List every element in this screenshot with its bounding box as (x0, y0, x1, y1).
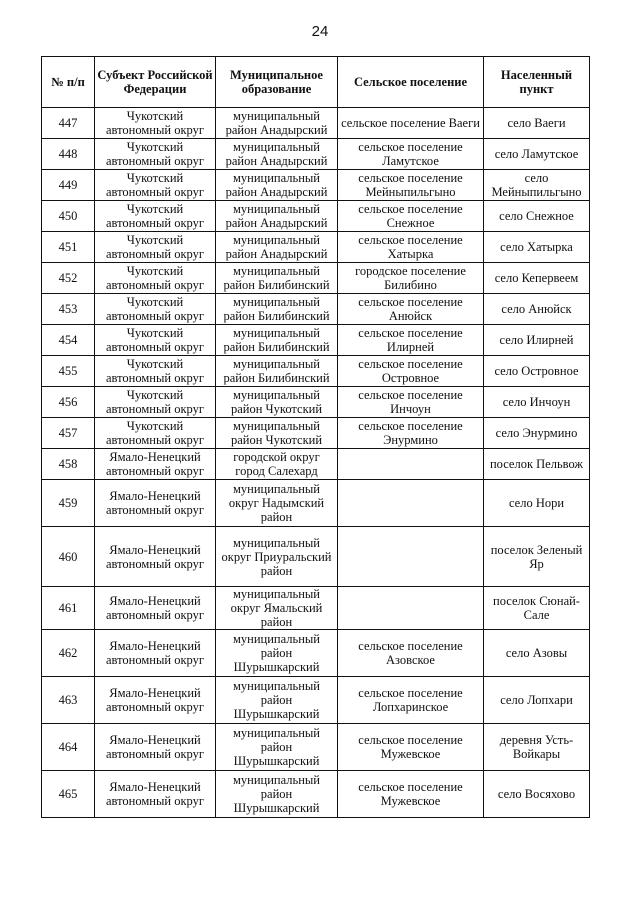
locality-cell: село Восяхово (484, 771, 590, 818)
table-row (42, 387, 590, 418)
settlement-cell: сельское поселение Азовское (338, 630, 484, 677)
row-number: 457 (42, 418, 95, 449)
table-header-row (42, 57, 590, 108)
municipality-cell: муниципальный район Анадырский (216, 170, 338, 201)
subject-cell: Чукотский автономный округ (95, 139, 216, 170)
table-row (42, 170, 590, 201)
table-row (42, 139, 590, 170)
municipality-cell: муниципальный район Билибинский (216, 263, 338, 294)
header-settlement: Сельское поселение (338, 57, 484, 108)
subject-cell: Чукотский автономный округ (95, 356, 216, 387)
localities-table (41, 56, 590, 818)
municipality-cell: муниципальный район Билибинский (216, 294, 338, 325)
subject-cell: Ямало-Ненецкий автономный округ (95, 630, 216, 677)
settlement-cell: сельское поселение Снежное (338, 201, 484, 232)
municipality-cell: городской округ город Салехард (216, 449, 338, 480)
subject-cell: Ямало-Ненецкий автономный округ (95, 724, 216, 771)
locality-cell: село Илирней (484, 325, 590, 356)
municipality-cell: муниципальный район Шурышкарский (216, 724, 338, 771)
settlement-cell: сельское поселение Мужевское (338, 771, 484, 818)
locality-cell: поселок Сюнай-Сале (484, 587, 590, 630)
subject-cell: Чукотский автономный округ (95, 232, 216, 263)
locality-cell: поселок Зеленый Яр (484, 527, 590, 587)
row-number: 459 (42, 480, 95, 527)
locality-cell: село Ваеги (484, 108, 590, 139)
settlement-cell (338, 587, 484, 630)
subject-cell: Ямало-Ненецкий автономный округ (95, 480, 216, 527)
table-row (42, 356, 590, 387)
municipality-cell: муниципальный район Шурышкарский (216, 677, 338, 724)
table-row (42, 294, 590, 325)
municipality-cell: муниципальный район Анадырский (216, 232, 338, 263)
subject-cell: Ямало-Ненецкий автономный округ (95, 771, 216, 818)
settlement-cell: сельское поселение Мужевское (338, 724, 484, 771)
row-number: 458 (42, 449, 95, 480)
locality-cell: село Инчоун (484, 387, 590, 418)
locality-cell: село Островное (484, 356, 590, 387)
municipality-cell: муниципальный район Билибинский (216, 356, 338, 387)
subject-cell: Ямало-Ненецкий автономный округ (95, 677, 216, 724)
locality-cell: село Азовы (484, 630, 590, 677)
municipality-cell: муниципальный район Чукотский (216, 387, 338, 418)
locality-cell: село Снежное (484, 201, 590, 232)
row-number: 449 (42, 170, 95, 201)
settlement-cell: городское поселение Билибино (338, 263, 484, 294)
row-number: 460 (42, 527, 95, 587)
table-row (42, 325, 590, 356)
table-row (42, 108, 590, 139)
municipality-cell: муниципальный район Анадырский (216, 108, 338, 139)
settlement-cell: сельское поселение Энурмино (338, 418, 484, 449)
subject-cell: Чукотский автономный округ (95, 170, 216, 201)
municipality-cell: муниципальный район Анадырский (216, 201, 338, 232)
locality-cell: поселок Пельвож (484, 449, 590, 480)
subject-cell: Ямало-Ненецкий автономный округ (95, 587, 216, 630)
locality-cell: село Нори (484, 480, 590, 527)
subject-cell: Чукотский автономный округ (95, 108, 216, 139)
row-number: 463 (42, 677, 95, 724)
subject-cell: Чукотский автономный округ (95, 263, 216, 294)
municipality-cell: муниципальный район Билибинский (216, 325, 338, 356)
page-number: 24 (311, 23, 329, 40)
settlement-cell: сельское поселение Ваеги (338, 108, 484, 139)
row-number: 456 (42, 387, 95, 418)
row-number: 465 (42, 771, 95, 818)
row-number: 452 (42, 263, 95, 294)
locality-cell: деревня Усть-Войкары (484, 724, 590, 771)
row-number: 461 (42, 587, 95, 630)
settlement-cell (338, 449, 484, 480)
table-row (42, 630, 590, 677)
table-row (42, 418, 590, 449)
row-number: 453 (42, 294, 95, 325)
row-number: 448 (42, 139, 95, 170)
header-number: № п/п (42, 57, 95, 108)
row-number: 464 (42, 724, 95, 771)
header-subject: Субъект Российской Федерации (95, 57, 216, 108)
settlement-cell: сельское поселение Анюйск (338, 294, 484, 325)
table-row (42, 527, 590, 587)
row-number: 455 (42, 356, 95, 387)
settlement-cell: сельское поселение Инчоун (338, 387, 484, 418)
subject-cell: Чукотский автономный округ (95, 418, 216, 449)
settlement-cell: сельское поселение Хатырка (338, 232, 484, 263)
settlement-cell: сельское поселение Лопхаринское (338, 677, 484, 724)
row-number: 451 (42, 232, 95, 263)
subject-cell: Ямало-Ненецкий автономный округ (95, 449, 216, 480)
table-row (42, 263, 590, 294)
table-row (42, 771, 590, 818)
locality-cell: село Кепервеем (484, 263, 590, 294)
locality-cell: село Хатырка (484, 232, 590, 263)
row-number: 462 (42, 630, 95, 677)
settlement-cell (338, 480, 484, 527)
locality-cell: село Энурмино (484, 418, 590, 449)
settlement-cell: сельское поселение Мейныпильгыно (338, 170, 484, 201)
row-number: 447 (42, 108, 95, 139)
subject-cell: Чукотский автономный округ (95, 294, 216, 325)
municipality-cell: муниципальный округ Надымский район (216, 480, 338, 527)
locality-cell: село Ламутское (484, 139, 590, 170)
settlement-cell: сельское поселение Илирней (338, 325, 484, 356)
municipality-cell: муниципальный район Анадырский (216, 139, 338, 170)
municipality-cell: муниципальный округ Ямальский район (216, 587, 338, 630)
table-row (42, 724, 590, 771)
row-number: 450 (42, 201, 95, 232)
table-body (42, 108, 590, 818)
table-row (42, 587, 590, 630)
header-locality: Населенный пункт (484, 57, 590, 108)
municipality-cell: муниципальный район Шурышкарский (216, 630, 338, 677)
settlement-cell: сельское поселение Ламутское (338, 139, 484, 170)
subject-cell: Чукотский автономный округ (95, 201, 216, 232)
locality-cell: село Анюйск (484, 294, 590, 325)
locality-cell: село Лопхари (484, 677, 590, 724)
subject-cell: Чукотский автономный округ (95, 387, 216, 418)
municipality-cell: муниципальный округ Приуральский район (216, 527, 338, 587)
table-row (42, 201, 590, 232)
subject-cell: Ямало-Ненецкий автономный округ (95, 527, 216, 587)
table-row (42, 449, 590, 480)
settlement-cell (338, 527, 484, 587)
row-number: 454 (42, 325, 95, 356)
subject-cell: Чукотский автономный округ (95, 325, 216, 356)
locality-cell: село Мейныпильгыно (484, 170, 590, 201)
table-row (42, 480, 590, 527)
table-row (42, 677, 590, 724)
table-row (42, 232, 590, 263)
municipality-cell: муниципальный район Чукотский (216, 418, 338, 449)
header-municipality: Муниципальное образование (216, 57, 338, 108)
municipality-cell: муниципальный район Шурышкарский (216, 771, 338, 818)
settlement-cell: сельское поселение Островное (338, 356, 484, 387)
